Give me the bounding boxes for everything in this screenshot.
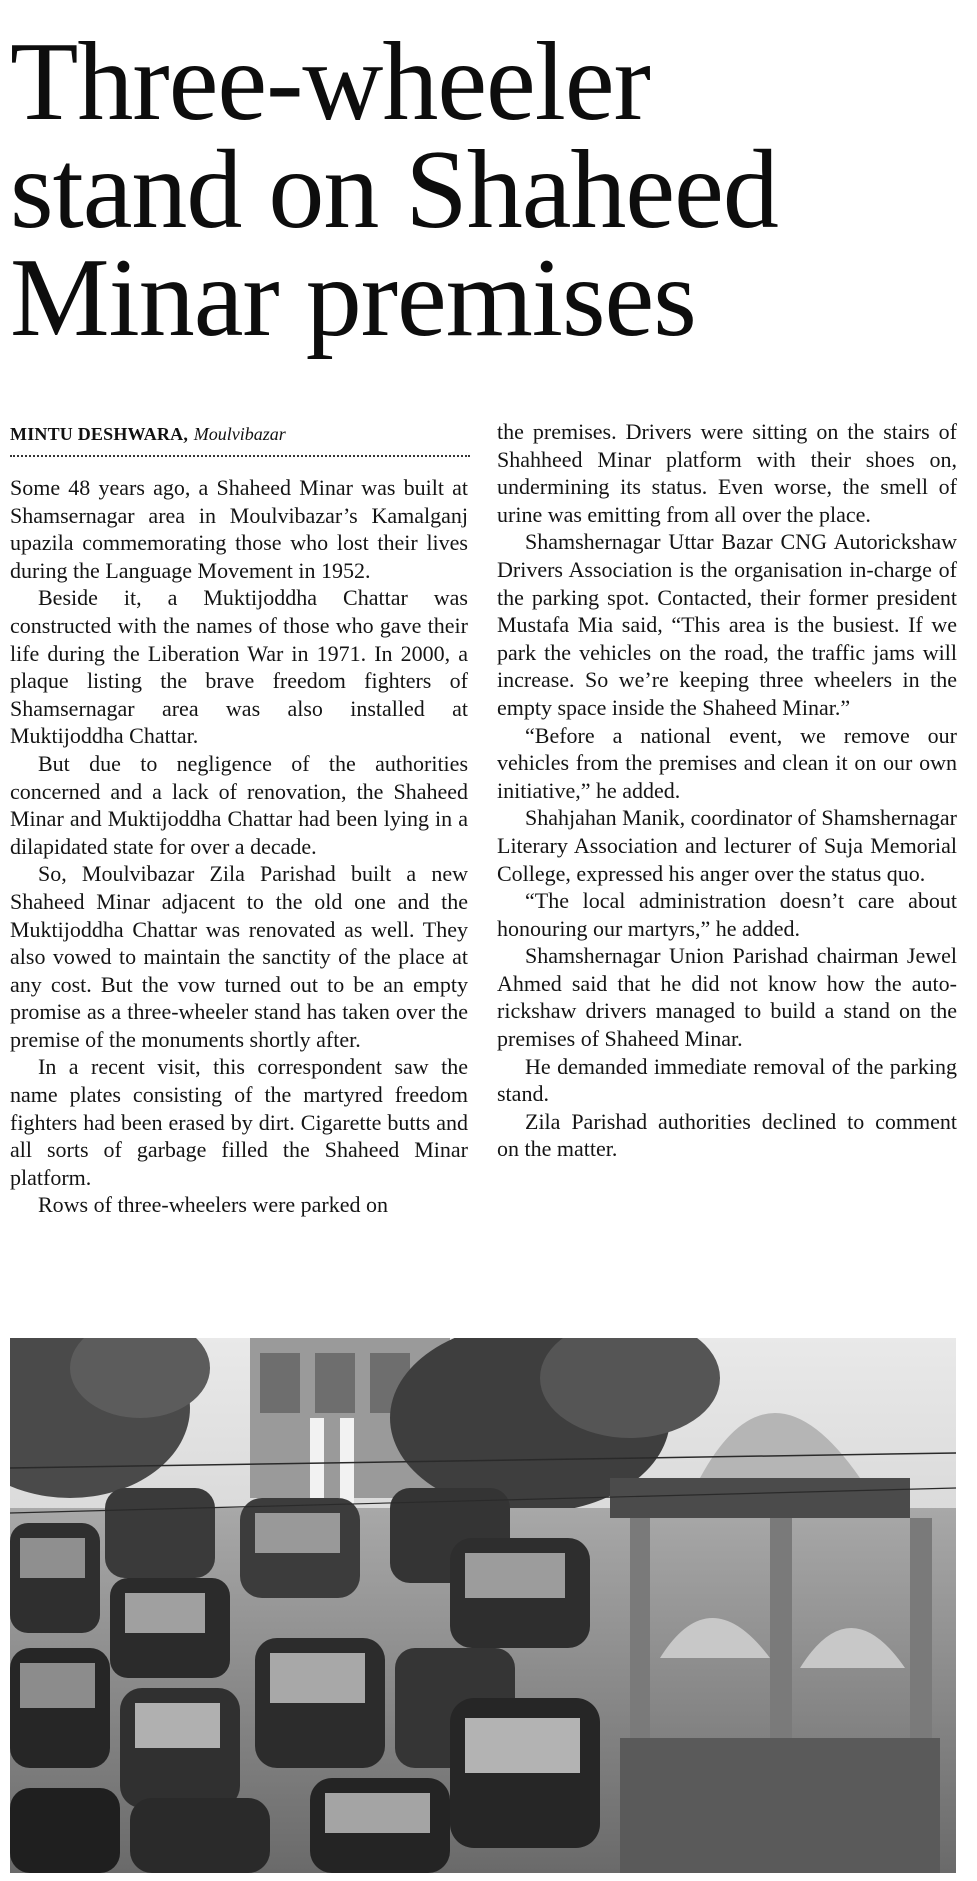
paragraph: He demanded immediate removal of the parking stand. bbox=[497, 1053, 957, 1107]
paragraph: But due to negligence of the authorities concerned and a lack of renovation, the Shaheed Minar and Muktijoddha Chattar had been lying in a dilapidated state for over a decade. bbox=[10, 750, 468, 859]
byline bbox=[10, 422, 470, 457]
paragraph: So, Moulvibazar Zila Parishad built a new Shaheed Minar adjacent to the old one and the Muktijoddha Chattar was renovated as well. They also vowed to maintain the sanctity of the place at any cost. But the vow turned out to be an empty promise as a three-wheeler stand has taken over the premise of the monuments shortly after. bbox=[10, 861, 468, 1052]
article-column-left bbox=[10, 474, 468, 1219]
headline bbox=[10, 20, 970, 360]
paragraph: Beside it, a Muktijoddha Chattar was constructed with the names of those who gave their life during the Liberation War in 1971. In 2000, a plaque listing the brave freedom fighters of Shamsernagar area was also installed at Muktijoddha Chattar. bbox=[10, 585, 468, 749]
pillar-left bbox=[630, 1518, 650, 1768]
byline-location: Moulvibazar bbox=[193, 424, 286, 444]
paragraph: “The local administration doesn’t care about honouring our martyrs,” he added. bbox=[497, 888, 957, 941]
paragraph: Shamshernagar Union Parishad chairman Jewel Ahmed said that he did not know how the auto-rickshaw drivers managed to build a stand on the premises of Shaheed Minar. bbox=[497, 943, 957, 1052]
platform bbox=[620, 1738, 940, 1873]
paragraph: “Before a national event, we remove our vehicles from the premises and clean it on our own initiative,” he added. bbox=[497, 722, 957, 803]
paragraph: Rows of three-wheelers were parked on bbox=[38, 1192, 389, 1218]
headline-line-3: Minar premises bbox=[10, 236, 696, 360]
byline-author: MINTU DESHWARA, bbox=[10, 424, 189, 444]
paragraph: the premises. Drivers were sitting on the stairs of Shahheed Minar platform with their shoes on, undermining its status. Even worse, the smell of urine was emitting from all over the place. bbox=[497, 419, 957, 527]
paragraph: Shamshernagar Uttar Bazar CNG Autorickshaw Drivers Association is the organisation in-charge of the parking spot. Contacted, their former president Mustafa Mia said, “This area is the busiest. If we park the vehicles on the road, the traffic jams will increase. So we’re keeping three wheelers in the empty space inside the Shaheed Minar.” bbox=[497, 529, 957, 720]
headline-line-1: Three-wheeler bbox=[10, 20, 650, 144]
article-column-right bbox=[497, 418, 957, 1163]
paragraph: Zila Parishad authorities declined to comment on the matter. bbox=[497, 1108, 957, 1162]
paragraph: Shahjahan Manik, coordinator of Shamshernagar Literary Association and lecturer of Suja Memorial College, expressed his anger over the status quo. bbox=[497, 805, 957, 886]
paragraph: Some 48 years ago, a Shaheed Minar was built at Shamsernagar area in Moulvibazar’s Kamalganj upazila commemorating those who lost their lives during the Language Movement in 1952. bbox=[10, 475, 468, 583]
headline-line-2: stand on Shaheed bbox=[10, 128, 778, 252]
article-photo bbox=[10, 1338, 956, 1873]
paragraph: In a recent visit, this correspondent saw the name plates consisting of the martyred freedom fighters had been erased by dirt. Cigarette butts and all sorts of garbage filled the Shaheed Minar platform. bbox=[10, 1054, 468, 1190]
photo-illustration bbox=[10, 1338, 956, 1873]
